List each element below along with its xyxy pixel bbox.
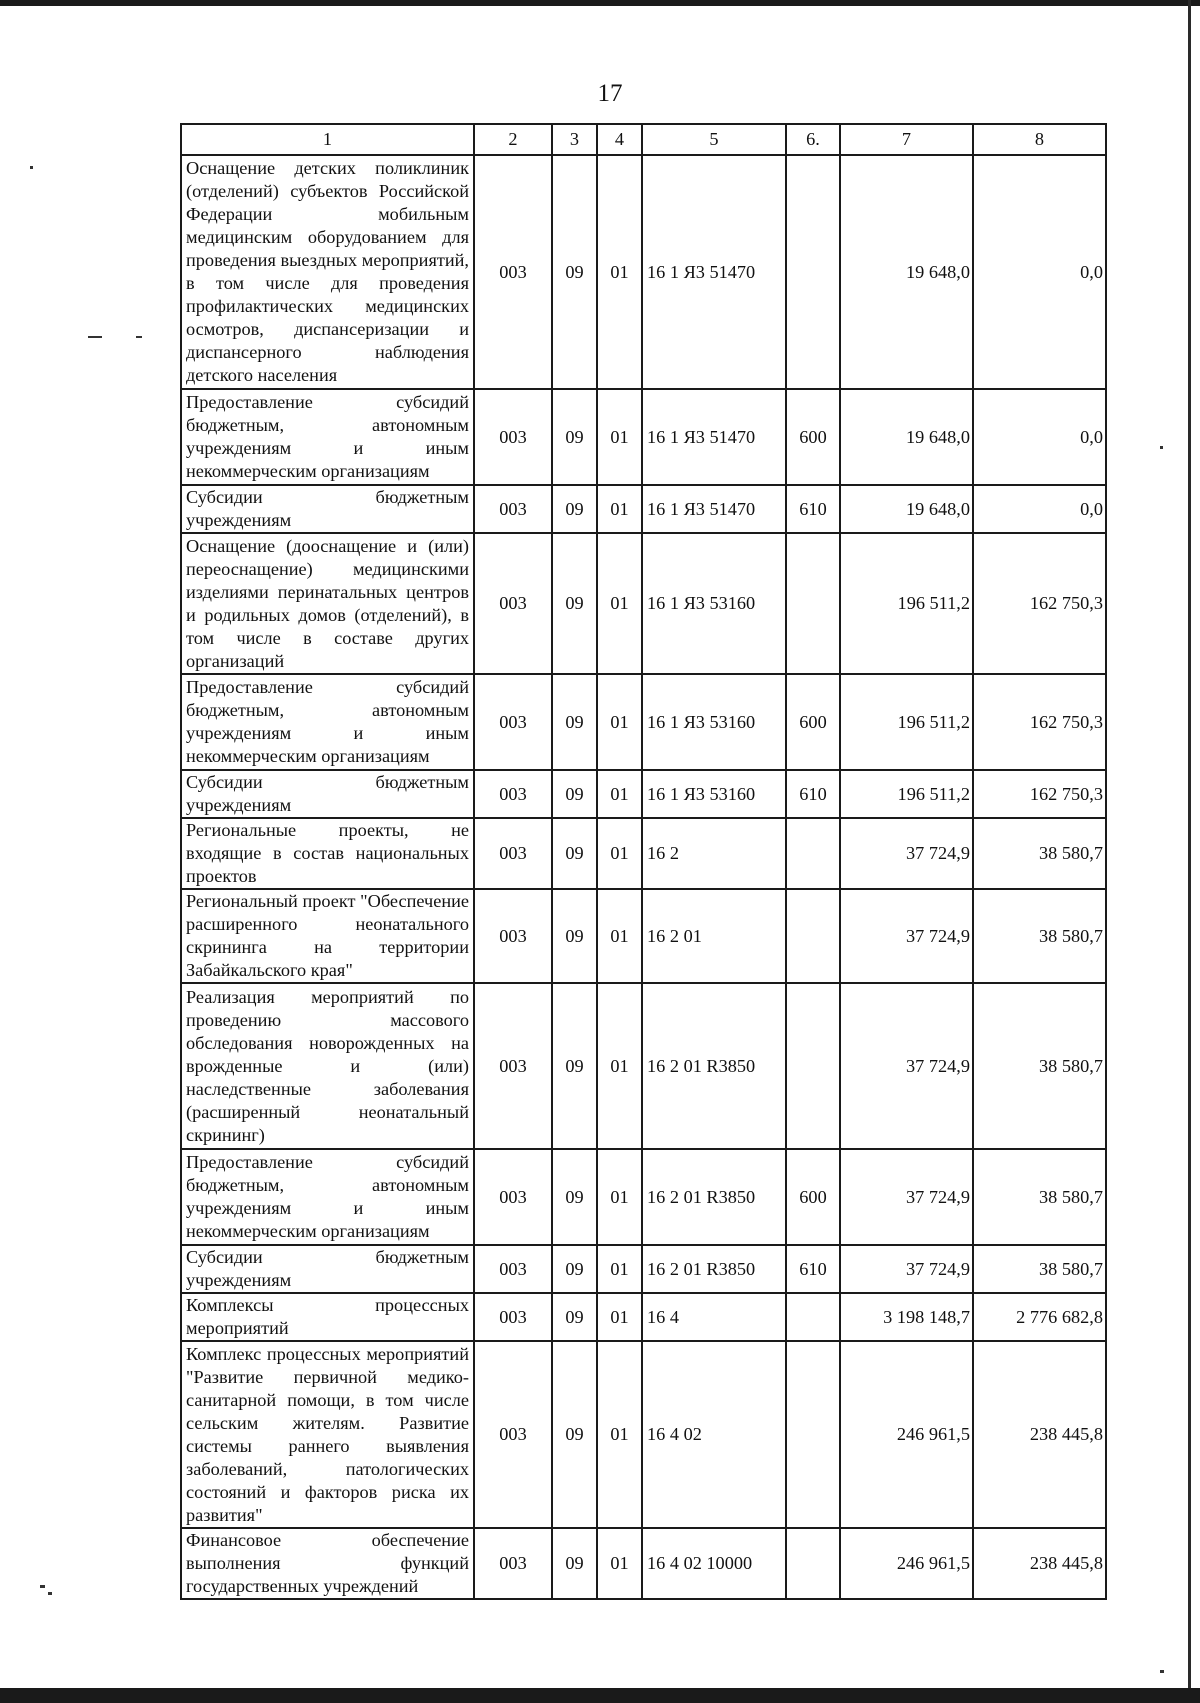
- row-description: Субсидии бюджетным учреждениям: [181, 1245, 474, 1293]
- table-header-row: [181, 124, 1106, 155]
- column-header: 7: [840, 124, 973, 155]
- cell-admin-code: 003: [474, 674, 552, 770]
- cell-section: 09: [552, 889, 597, 983]
- cell-target-article: 16 2 01 R3850: [642, 1245, 786, 1293]
- cell-target-article: 16 1 Я3 51470: [642, 389, 786, 485]
- cell-target-article: 16 1 Я3 53160: [642, 533, 786, 674]
- table-row: [181, 1293, 1106, 1341]
- cell-expense-type: [786, 1341, 840, 1528]
- cell-subsection: 01: [597, 1245, 642, 1293]
- scan-speck: [1160, 1670, 1164, 1673]
- cell-amount-col7: 37 724,9: [840, 1245, 973, 1293]
- cell-amount-col7: 37 724,9: [840, 889, 973, 983]
- cell-section: 09: [552, 983, 597, 1149]
- cell-target-article: 16 1 Я3 51470: [642, 155, 786, 389]
- cell-target-article: 16 1 Я3 53160: [642, 770, 786, 818]
- cell-section: 09: [552, 1341, 597, 1528]
- cell-amount-col8: 238 445,8: [973, 1528, 1106, 1599]
- cell-target-article: 16 4: [642, 1293, 786, 1341]
- scan-border-right: [1188, 0, 1191, 1703]
- cell-amount-col7: 3 198 148,7: [840, 1293, 973, 1341]
- cell-amount-col8: 0,0: [973, 389, 1106, 485]
- row-description: Предоставление субсидий бюджетным, автономным учреждениям и иным некоммерческим организациям: [181, 389, 474, 485]
- cell-section: 09: [552, 1245, 597, 1293]
- cell-amount-col7: 19 648,0: [840, 485, 973, 533]
- cell-amount-col8: 38 580,7: [973, 1149, 1106, 1245]
- cell-amount-col7: 19 648,0: [840, 389, 973, 485]
- cell-target-article: 16 4 02 10000: [642, 1528, 786, 1599]
- table-row: [181, 1341, 1106, 1528]
- cell-target-article: 16 2 01: [642, 889, 786, 983]
- table-row: [181, 818, 1106, 889]
- cell-subsection: 01: [597, 1293, 642, 1341]
- cell-target-article: 16 4 02: [642, 1341, 786, 1528]
- cell-target-article: 16 2: [642, 818, 786, 889]
- scan-border-top: [0, 0, 1200, 6]
- cell-subsection: 01: [597, 533, 642, 674]
- cell-subsection: 01: [597, 818, 642, 889]
- cell-expense-type: [786, 155, 840, 389]
- table-row: [181, 533, 1106, 674]
- cell-subsection: 01: [597, 389, 642, 485]
- row-description: Комплекс процессных мероприятий "Развитие первичной медико-санитарной помощи, в том числе сельским жителям. Развитие системы раннего выявления заболеваний, патологических состояний и факторов риска их развития": [181, 1341, 474, 1528]
- cell-target-article: 16 1 Я3 53160: [642, 674, 786, 770]
- column-header: 5: [642, 124, 786, 155]
- cell-amount-col8: 162 750,3: [973, 533, 1106, 674]
- column-header: 3: [552, 124, 597, 155]
- row-description: Региональные проекты, не входящие в состав национальных проектов: [181, 818, 474, 889]
- cell-amount-col7: 19 648,0: [840, 155, 973, 389]
- cell-expense-type: 610: [786, 770, 840, 818]
- cell-admin-code: 003: [474, 983, 552, 1149]
- row-description: Комплексы процессных мероприятий: [181, 1293, 474, 1341]
- cell-section: 09: [552, 533, 597, 674]
- cell-admin-code: 003: [474, 1293, 552, 1341]
- cell-subsection: 01: [597, 889, 642, 983]
- scan-speck: [88, 336, 102, 338]
- cell-target-article: 16 2 01 R3850: [642, 983, 786, 1149]
- row-description: Финансовое обеспечение выполнения функций государственных учреждений: [181, 1528, 474, 1599]
- row-description: Предоставление субсидий бюджетным, автономным учреждениям и иным некоммерческим организациям: [181, 1149, 474, 1245]
- row-description: Предоставление субсидий бюджетным, автономным учреждениям и иным некоммерческим организациям: [181, 674, 474, 770]
- cell-subsection: 01: [597, 155, 642, 389]
- table-row: [181, 889, 1106, 983]
- cell-expense-type: [786, 1528, 840, 1599]
- cell-admin-code: 003: [474, 389, 552, 485]
- table-row: [181, 983, 1106, 1149]
- cell-subsection: 01: [597, 1149, 642, 1245]
- cell-admin-code: 003: [474, 1245, 552, 1293]
- cell-admin-code: 003: [474, 155, 552, 389]
- cell-expense-type: 600: [786, 389, 840, 485]
- cell-expense-type: 610: [786, 485, 840, 533]
- column-header: 2: [474, 124, 552, 155]
- row-description: Реализация мероприятий по проведению массового обследования новорожденных на врожденные и (или) наследственные заболевания (расширенный неонатальный скрининг): [181, 983, 474, 1149]
- cell-expense-type: [786, 533, 840, 674]
- cell-expense-type: [786, 889, 840, 983]
- cell-expense-type: [786, 818, 840, 889]
- column-header: 1: [181, 124, 474, 155]
- row-description: Оснащение (дооснащение и (или) переоснащение) медицинскими изделиями перинатальных центров и родильных домов (отделений), в том числе в составе других организаций: [181, 533, 474, 674]
- table-row: [181, 389, 1106, 485]
- scan-speck: [48, 1592, 52, 1595]
- table-row: [181, 1149, 1106, 1245]
- cell-expense-type: 600: [786, 1149, 840, 1245]
- table-row: [181, 485, 1106, 533]
- table-row: [181, 674, 1106, 770]
- scan-speck: [1160, 446, 1163, 449]
- cell-expense-type: 610: [786, 1245, 840, 1293]
- cell-subsection: 01: [597, 674, 642, 770]
- cell-expense-type: [786, 1293, 840, 1341]
- cell-admin-code: 003: [474, 818, 552, 889]
- cell-amount-col8: 38 580,7: [973, 1245, 1106, 1293]
- cell-admin-code: 003: [474, 770, 552, 818]
- cell-amount-col8: 2 776 682,8: [973, 1293, 1106, 1341]
- cell-admin-code: 003: [474, 485, 552, 533]
- cell-subsection: 01: [597, 770, 642, 818]
- row-description: Оснащение детских поликлиник (отделений) субъектов Российской Федерации мобильным медицинским оборудованием для проведения выездных мероприятий, в том числе для проведения профилактических медицинских осмотров, диспансеризации и диспансерного наблюдения детского населения: [181, 155, 474, 389]
- cell-subsection: 01: [597, 1528, 642, 1599]
- cell-amount-col7: 37 724,9: [840, 1149, 973, 1245]
- cell-amount-col7: 37 724,9: [840, 818, 973, 889]
- row-description: Субсидии бюджетным учреждениям: [181, 770, 474, 818]
- cell-admin-code: 003: [474, 1149, 552, 1245]
- cell-amount-col8: 38 580,7: [973, 983, 1106, 1149]
- row-description: Субсидии бюджетным учреждениям: [181, 485, 474, 533]
- scan-border-bottom: [0, 1688, 1200, 1703]
- cell-target-article: 16 1 Я3 51470: [642, 485, 786, 533]
- cell-expense-type: [786, 983, 840, 1149]
- row-description: Региональный проект "Обеспечение расширенного неонатального скрининга на территории Забайкальского края": [181, 889, 474, 983]
- cell-admin-code: 003: [474, 889, 552, 983]
- table-row: [181, 1528, 1106, 1599]
- scan-speck: [136, 336, 142, 338]
- scan-speck: [40, 1585, 45, 1588]
- column-header: 4: [597, 124, 642, 155]
- cell-amount-col7: 196 511,2: [840, 770, 973, 818]
- page-number: 17: [597, 80, 623, 107]
- table-row: [181, 155, 1106, 389]
- cell-amount-col7: 246 961,5: [840, 1341, 973, 1528]
- cell-subsection: 01: [597, 485, 642, 533]
- cell-section: 09: [552, 1293, 597, 1341]
- cell-section: 09: [552, 1149, 597, 1245]
- column-header: 8: [973, 124, 1106, 155]
- budget-table: [180, 123, 1107, 1600]
- cell-amount-col8: 162 750,3: [973, 674, 1106, 770]
- cell-amount-col8: 0,0: [973, 155, 1106, 389]
- cell-section: 09: [552, 674, 597, 770]
- cell-target-article: 16 2 01 R3850: [642, 1149, 786, 1245]
- column-header: 6.: [786, 124, 840, 155]
- cell-section: 09: [552, 1528, 597, 1599]
- cell-amount-col8: 38 580,7: [973, 889, 1106, 983]
- cell-expense-type: 600: [786, 674, 840, 770]
- cell-amount-col7: 246 961,5: [840, 1528, 973, 1599]
- cell-admin-code: 003: [474, 1341, 552, 1528]
- cell-subsection: 01: [597, 1341, 642, 1528]
- cell-section: 09: [552, 818, 597, 889]
- cell-amount-col7: 196 511,2: [840, 674, 973, 770]
- cell-section: 09: [552, 155, 597, 389]
- table-row: [181, 1245, 1106, 1293]
- cell-amount-col7: 37 724,9: [840, 983, 973, 1149]
- cell-amount-col8: 162 750,3: [973, 770, 1106, 818]
- cell-section: 09: [552, 485, 597, 533]
- cell-admin-code: 003: [474, 1528, 552, 1599]
- cell-amount-col7: 196 511,2: [840, 533, 973, 674]
- scan-speck: [30, 166, 33, 169]
- cell-amount-col8: 238 445,8: [973, 1341, 1106, 1528]
- cell-amount-col8: 38 580,7: [973, 818, 1106, 889]
- cell-section: 09: [552, 770, 597, 818]
- table-row: [181, 770, 1106, 818]
- cell-subsection: 01: [597, 983, 642, 1149]
- cell-section: 09: [552, 389, 597, 485]
- cell-amount-col8: 0,0: [973, 485, 1106, 533]
- cell-admin-code: 003: [474, 533, 552, 674]
